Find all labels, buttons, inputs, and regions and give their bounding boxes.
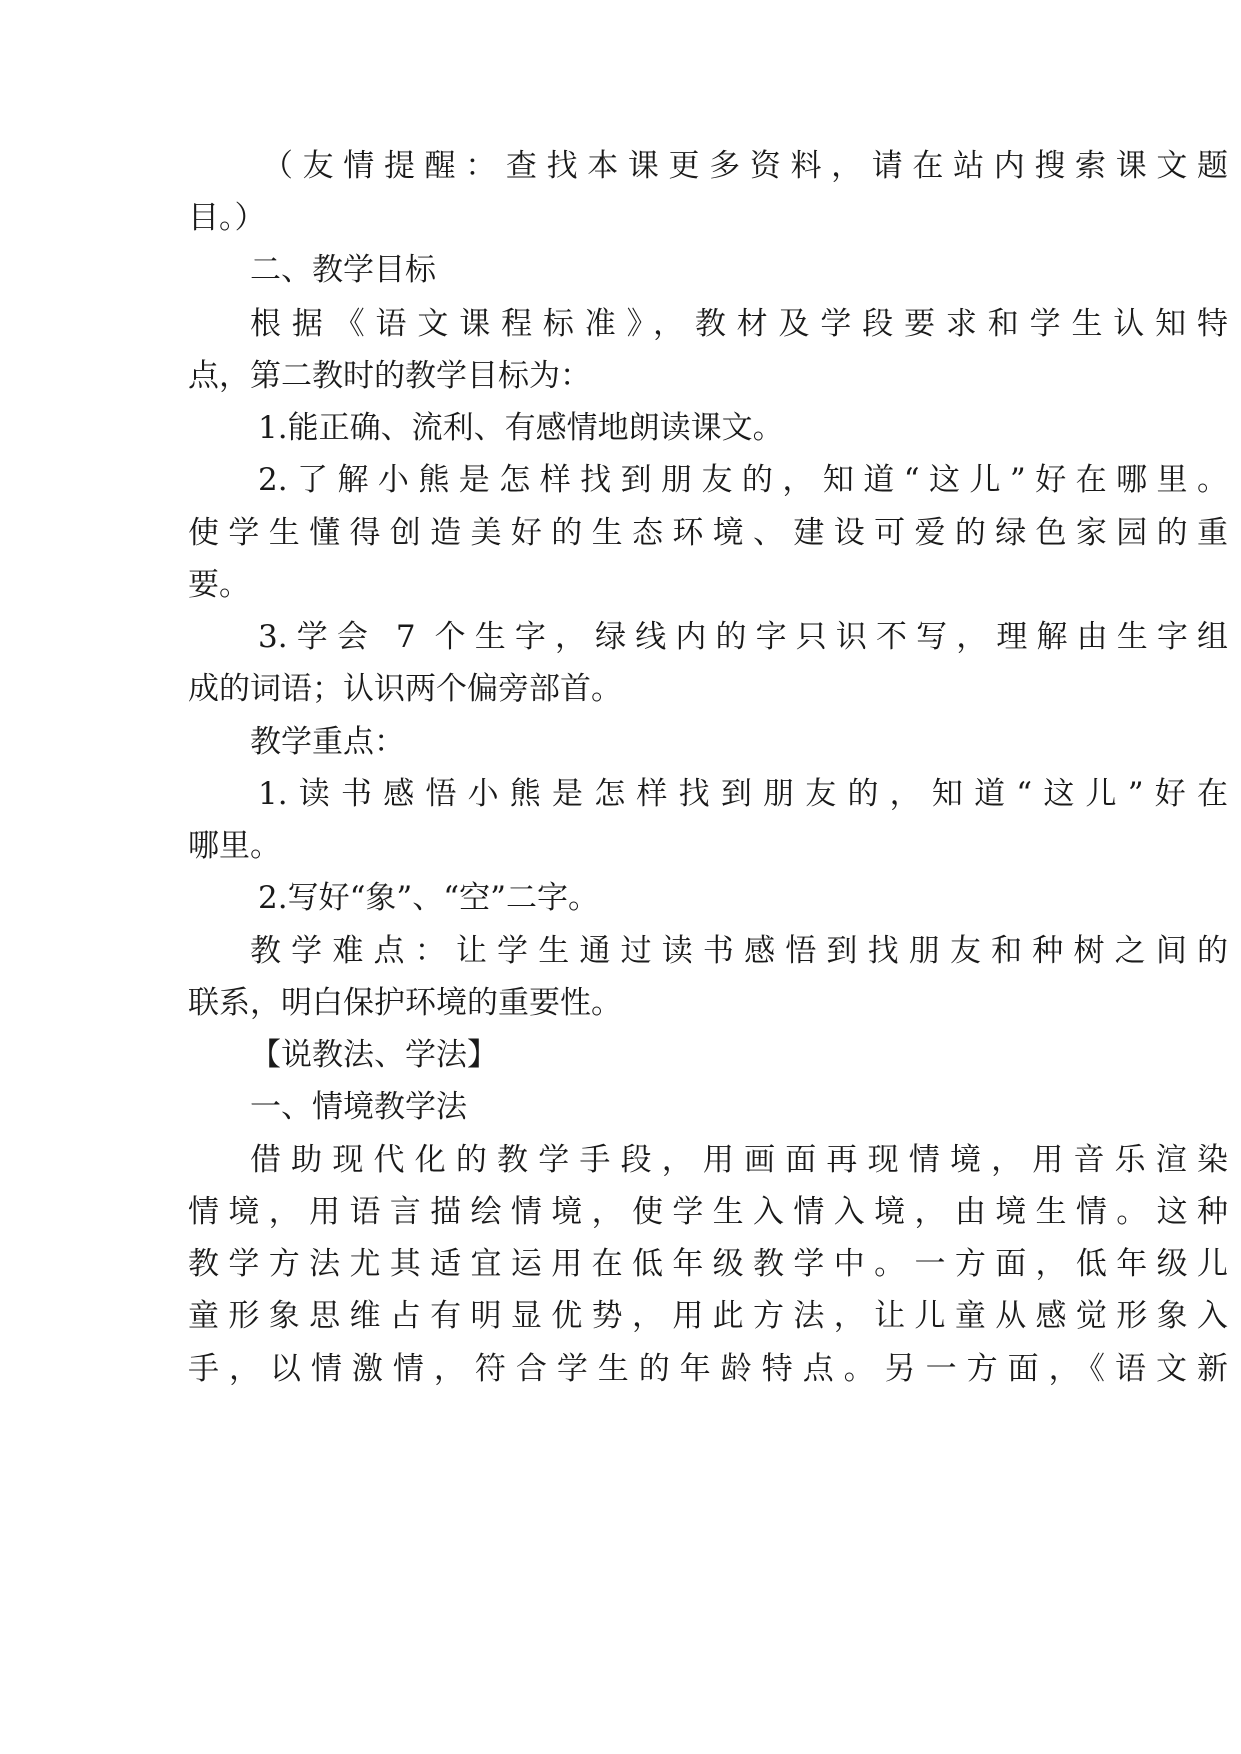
section-heading-teaching-goals: 二、教学目标 xyxy=(250,252,436,288)
key-point-1-line-2: 哪里。 xyxy=(188,828,281,864)
tip-line-1: （友情提醒：查找本课更多资料，请在站内搜索课文题 xyxy=(262,148,1228,184)
tip-line-2: 目。） xyxy=(188,200,266,236)
key-points-heading: 教学重点： xyxy=(250,724,405,760)
goal-2-line-2: 使学生懂得创造美好的生态环境、建设可爱的绿色家园的重 xyxy=(188,515,1228,551)
method-body-line-1: 借助现代化的教学手段，用画面再现情境，用音乐渲染 xyxy=(250,1142,1228,1178)
goal-3-line-1: 3.学会 7 个生字，绿线内的字只识不写，理解由生字组 xyxy=(258,619,1228,655)
intro-line-1: 根据《语文课程标准》，教材及学段要求和学生认知特 xyxy=(250,306,1228,342)
goal-2-line-3: 要。 xyxy=(188,567,250,603)
method-body-line-3: 教学方法尤其适宜运用在低年级教学中。一方面，低年级儿 xyxy=(188,1246,1228,1282)
method-body-line-4: 童形象思维占有明显优势，用此方法，让儿童从感觉形象入 xyxy=(188,1298,1228,1334)
goal-3-line-2: 成的词语；认识两个偏旁部首。 xyxy=(188,671,622,707)
goal-2-line-1: 2.了解小熊是怎样找到朋友的，知道“这儿”好在哪里。 xyxy=(258,462,1228,498)
method-body-line-2: 情境，用语言描绘情境，使学生入情入境，由境生情。这种 xyxy=(188,1194,1228,1230)
goal-1: 1.能正确、流利、有感情地朗读课文。 xyxy=(258,410,784,446)
section-heading-situational-method: 一、情境教学法 xyxy=(250,1089,467,1125)
key-point-1-line-1: 1.读书感悟小熊是怎样找到朋友的，知道“这儿”好在 xyxy=(258,776,1228,812)
intro-line-2: 点，第二教时的教学目标为： xyxy=(188,358,591,394)
difficulty-line-2: 联系，明白保护环境的重要性。 xyxy=(188,985,622,1021)
difficulty-line-1: 教学难点：让学生通过读书感悟到找朋友和种树之间的 xyxy=(250,933,1228,969)
key-point-2: 2.写好“象”、“空”二字。 xyxy=(258,880,599,916)
method-body-line-5: 手，以情激情，符合学生的年龄特点。另一方面，《语文新 xyxy=(188,1351,1228,1387)
methods-heading: 【说教法、学法】 xyxy=(250,1037,498,1073)
